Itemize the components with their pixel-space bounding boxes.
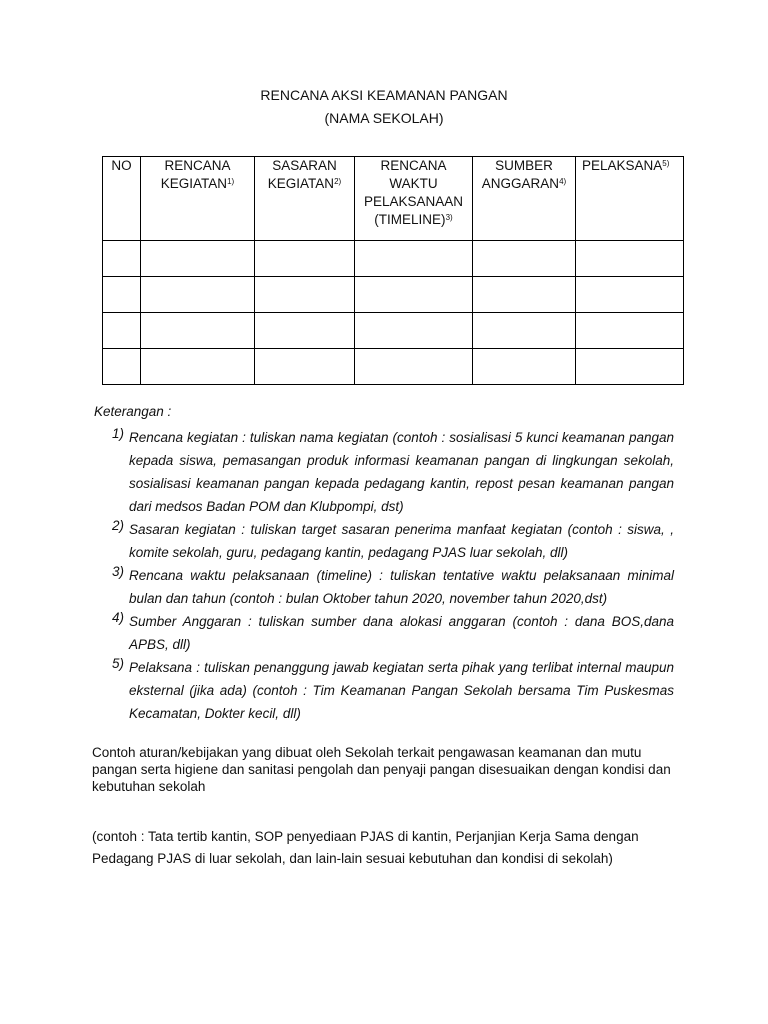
table-header-cell bbox=[576, 157, 684, 241]
notes-section bbox=[94, 404, 674, 725]
table-row bbox=[103, 241, 684, 277]
action-plan-table bbox=[102, 156, 684, 385]
list-item-text: Pelaksana : tuliskan penanggung jawab kegiatan serta pihak yang terlibat internal maupun eksternal (jika ada) (contoh : Tim Keamanan Pangan Sekolah bersama Tim Puskesmas Kecamatan, Dokter kecil, dll) bbox=[129, 660, 674, 721]
table-cell bbox=[103, 241, 141, 277]
table-header-cell bbox=[103, 157, 141, 241]
table-cell bbox=[576, 313, 684, 349]
list-item bbox=[94, 610, 674, 656]
table-header-label: SASARAN KEGIATAN bbox=[267, 158, 337, 191]
table-cell bbox=[473, 313, 576, 349]
table-header-label: NO bbox=[111, 158, 132, 173]
table-row bbox=[103, 313, 684, 349]
list-item-number: 1) bbox=[112, 426, 125, 441]
table-cell bbox=[355, 241, 473, 277]
list-item-number: 2) bbox=[112, 518, 125, 533]
list-item bbox=[94, 518, 674, 564]
table-header-cell bbox=[141, 157, 255, 241]
list-item bbox=[94, 656, 674, 725]
list-item-number: 5) bbox=[112, 656, 125, 671]
table-header-label: RENCANA KEGIATAN bbox=[160, 158, 231, 191]
document-title: RENCANA AKSI KEAMANAN PANGAN bbox=[260, 87, 508, 103]
table-header-cell bbox=[255, 157, 355, 241]
notes-label: Keterangan : bbox=[94, 404, 172, 419]
table-header-label: RENCANA WAKTU PELAKSANAAN (TIMELINE) bbox=[363, 158, 464, 227]
table-cell bbox=[473, 277, 576, 313]
footnote-marker: 1) bbox=[227, 177, 235, 186]
table-header-cell bbox=[355, 157, 473, 241]
notes-list bbox=[94, 426, 674, 725]
table-header-label: SUMBER ANGGARAN bbox=[481, 158, 560, 191]
footnote-marker: 2) bbox=[334, 177, 342, 186]
table-cell bbox=[355, 313, 473, 349]
table-row bbox=[103, 277, 684, 313]
list-item-number: 4) bbox=[112, 610, 125, 625]
table-cell bbox=[255, 241, 355, 277]
table-cell bbox=[255, 349, 355, 385]
list-item-text: Sasaran kegiatan : tuliskan target sasaran penerima manfaat kegiatan (contoh : siswa, , komite sekolah, guru, pedagang kantin, pedagang PJAS luar sekolah, dll) bbox=[129, 522, 674, 560]
table-header-label: PELAKSANA bbox=[582, 158, 663, 173]
table-cell bbox=[103, 277, 141, 313]
table-cell bbox=[473, 241, 576, 277]
table-cell bbox=[576, 349, 684, 385]
document-subtitle: (NAMA SEKOLAH) bbox=[324, 110, 444, 126]
table-cell bbox=[355, 277, 473, 313]
policy-paragraph: Contoh aturan/kebijakan yang dibuat oleh Sekolah terkait pengawasan keamanan dan mutu pangan serta higiene dan sanitasi pengolah dan penyaji pangan disesuaikan dengan kondisi dan kebutuhan sekolah bbox=[92, 745, 671, 794]
table-cell bbox=[255, 277, 355, 313]
table-header-row bbox=[103, 157, 684, 241]
list-item-text: Rencana waktu pelaksanaan (timeline) : tuliskan tentative waktu pelaksanaan minimal bulan dan tahun (contoh : bulan Oktober tahun 2020, november tahun 2020,dst) bbox=[129, 568, 674, 606]
list-item-text: Sumber Anggaran : tuliskan sumber dana alokasi anggaran (contoh : dana BOS,dana APBS, dll) bbox=[129, 614, 674, 652]
table-cell bbox=[576, 241, 684, 277]
policy-example-paragraph: (contoh : Tata tertib kantin, SOP penyediaan PJAS di kantin, Perjanjian Kerja Sama dengan Pedagang PJAS di luar sekolah, dan lain-lain sesuai kebutuhan dan kondisi di sekolah) bbox=[92, 829, 639, 866]
list-item-text: Rencana kegiatan : tuliskan nama kegiatan (contoh : sosialisasi 5 kunci keamanan pangan kepada siswa, pemasangan produk informasi keamanan pangan di lingkungan sekolah, sosialisasi keamanan pangan kepada pedagang kantin, repost pesan keamanan pangan dari medsos Badan POM dan Klubpompi, dst) bbox=[129, 430, 674, 514]
table-header-cell bbox=[473, 157, 576, 241]
table-cell bbox=[103, 313, 141, 349]
table-cell bbox=[141, 277, 255, 313]
table-cell bbox=[141, 241, 255, 277]
list-item bbox=[94, 564, 674, 610]
footnote-marker: 4) bbox=[559, 177, 567, 186]
table-row bbox=[103, 349, 684, 385]
table-cell bbox=[141, 349, 255, 385]
table-cell bbox=[473, 349, 576, 385]
table-cell bbox=[103, 349, 141, 385]
list-item-number: 3) bbox=[112, 564, 125, 579]
table-body bbox=[103, 241, 684, 385]
table-cell bbox=[255, 313, 355, 349]
table-cell bbox=[141, 313, 255, 349]
table-cell bbox=[355, 349, 473, 385]
footnote-marker: 3) bbox=[445, 213, 453, 222]
list-item bbox=[94, 426, 674, 518]
footnote-marker: 5) bbox=[662, 159, 670, 168]
table-cell bbox=[576, 277, 684, 313]
